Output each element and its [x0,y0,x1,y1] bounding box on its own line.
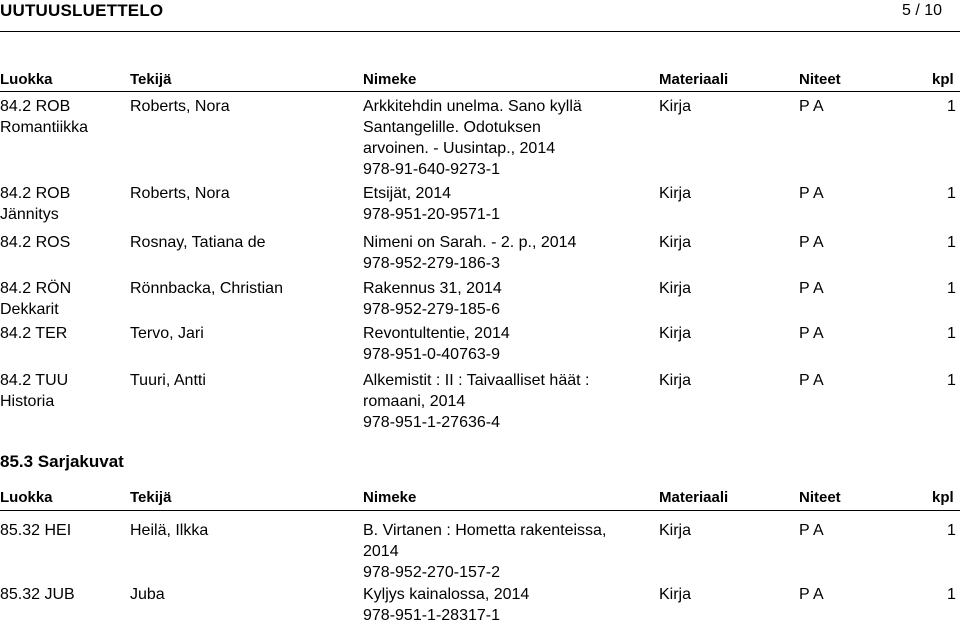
cell-materiaali: Kirja [659,522,692,539]
col-kpl: kpl [932,489,954,506]
col-niteet: Niteet [799,71,841,88]
cell-niteet: P A [799,98,824,115]
cell-luokka: 84.2 RÖN Dekkarit [0,280,72,318]
cell-nimeke: Nimeni on Sarah. - 2. p., 2014 978-952-279-186-3 [363,234,577,272]
cell-niteet: P A [799,372,824,389]
cell-kpl: 1 [947,185,956,202]
cell-nimeke: Etsijät, 2014 978-951-20-9571-1 [363,185,500,223]
cell-tekija: Rosnay, Tatiana de [130,234,266,251]
cell-niteet: P A [799,234,824,251]
col-luokka: Luokka [0,71,53,88]
cell-niteet: P A [799,522,824,539]
cell-tekija: Roberts, Nora [130,185,230,202]
cell-tekija: Tervo, Jari [130,325,204,342]
cell-tekija: Rönnbacka, Christian [130,280,283,297]
document-title: UUTUUSLUETTELO [0,1,164,20]
cell-luokka: 84.2 ROB Jännitys [0,185,71,223]
section2-title: 85.3 Sarjakuvat [0,452,124,471]
cell-luokka: 84.2 TER [0,325,68,342]
cell-materiaali: Kirja [659,372,692,389]
cell-materiaali: Kirja [659,280,692,297]
cell-kpl: 1 [947,586,956,603]
cell-kpl: 1 [947,522,956,539]
col-kpl: kpl [932,71,954,88]
cell-luokka: 84.2 TUU Historia [0,372,69,410]
cell-luokka: 84.2 ROB Romantiikka [0,98,89,136]
cell-luokka: 85.32 HEI [0,522,72,539]
cell-kpl: 1 [947,234,956,251]
page-number: 5 / 10 [901,2,942,19]
cell-niteet: P A [799,325,824,342]
col-nimeke: Nimeke [363,489,417,506]
cell-nimeke: Arkkitehdin unelma. Sano kyllä Santangelille. Odotuksen arvoinen. - Uusintap., 2014 978-91-640-9273-1 [363,98,582,178]
header-rule [0,91,960,92]
cell-tekija: Juba [130,586,165,603]
cell-tekija: Heilä, Ilkka [130,522,209,539]
cell-kpl: 1 [947,325,956,342]
cell-materiaali: Kirja [659,185,692,202]
header-rule [0,510,960,511]
cell-nimeke: Kyljys kainalossa, 2014 978-951-1-28317-1 [363,586,530,624]
cell-nimeke: B. Virtanen : Hometta rakenteissa, 2014 978-952-270-157-2 [363,522,607,581]
cell-tekija: Roberts, Nora [130,98,230,115]
cell-materiaali: Kirja [659,234,692,251]
cell-niteet: P A [799,185,824,202]
cell-luokka: 84.2 ROS [0,234,71,251]
cell-niteet: P A [799,280,824,297]
top-rule [0,31,960,32]
cell-tekija: Tuuri, Antti [130,372,206,389]
cell-nimeke: Rakennus 31, 2014 978-952-279-185-6 [363,280,502,318]
cell-kpl: 1 [947,98,956,115]
cell-materiaali: Kirja [659,98,692,115]
cell-materiaali: Kirja [659,325,692,342]
cell-materiaali: Kirja [659,586,692,603]
cell-nimeke: Revontultentie, 2014 978-951-0-40763-9 [363,325,510,363]
col-tekija: Tekijä [130,71,172,88]
col-tekija: Tekijä [130,489,172,506]
col-materiaali: Materiaali [659,489,729,506]
cell-kpl: 1 [947,372,956,389]
cell-nimeke: Alkemistit : II : Taivaalliset häät : romaani, 2014 978-951-1-27636-4 [363,372,590,431]
cell-luokka: 85.32 JUB [0,586,75,603]
col-materiaali: Materiaali [659,71,729,88]
col-nimeke: Nimeke [363,71,417,88]
col-luokka: Luokka [0,489,53,506]
col-niteet: Niteet [799,489,841,506]
cell-niteet: P A [799,586,824,603]
cell-kpl: 1 [947,280,956,297]
